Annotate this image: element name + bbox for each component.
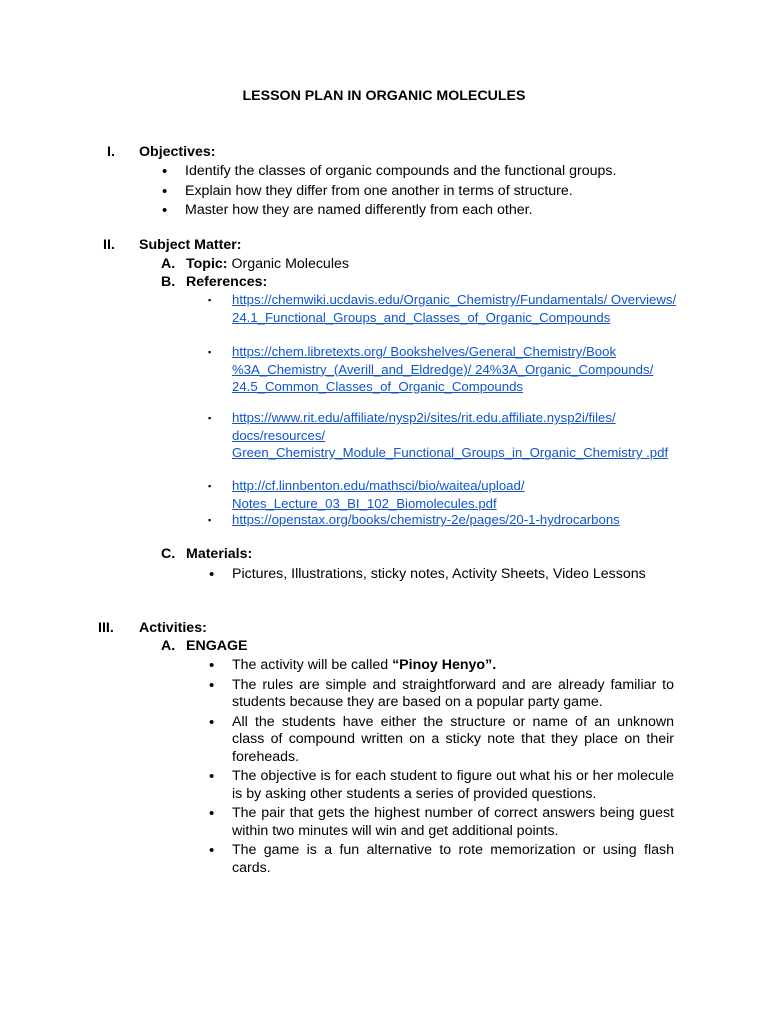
materials-label: Materials:: [186, 546, 253, 562]
reference-item: [232, 292, 682, 344]
references-list: [232, 292, 682, 530]
engage-item: • The objective is for each student to figure out what his or her molecule is by asking other students a series of provided questions.: [232, 768, 674, 803]
objective-item: • Identify the classes of organic compounds and the functional groups.: [185, 163, 685, 181]
objectives-numeral: I.: [107, 144, 115, 160]
engage-item: • The game is a fun alternative to rote memorization or using flash cards.: [232, 842, 674, 877]
reference-link[interactable]: https://chemwiki.ucdavis.edu/Organic_Chemistry/Fundamentals/ Overviews/ 24.1_Functional_Groups_and_Classes_of_Organic_Compounds: [232, 292, 677, 325]
engage-item: • The pair that gets the highest number of correct answers being guest within two minutes will win and get additional points.: [232, 805, 674, 840]
subject-matter-heading: Subject Matter:: [139, 237, 242, 253]
activity-name: “Pinoy Henyo”.: [392, 657, 497, 673]
reference-item: [232, 410, 682, 478]
engage-label: ENGAGE: [186, 638, 248, 654]
materials-list: [232, 566, 674, 584]
page-title: LESSON PLAN IN ORGANIC MOLECULES: [242, 88, 526, 104]
objective-item: • Master how they are named differently from each other.: [185, 202, 685, 220]
objective-item: • Explain how they differ from one another in terms of structure.: [185, 183, 685, 201]
engage-line: [161, 638, 248, 656]
reference-link[interactable]: https://chem.libretexts.org/ Bookshelves/General_Chemistry/Book %3A_Chemistry_(Averill_and_Eldredge)/ 24%3A_Organic_Compounds/ 24.5_Common_Classes_of_Organic_Compounds: [232, 344, 654, 394]
reference-item: [232, 512, 682, 530]
materials-item: • Pictures, Illustrations, sticky notes, Activity Sheets, Video Lessons: [232, 566, 674, 584]
reference-link[interactable]: https://openstax.org/books/chemistry-2e/pages/20-1-hydrocarbons: [232, 512, 620, 527]
subject-matter-numeral: II.: [103, 237, 115, 253]
activities-numeral: III.: [98, 620, 114, 636]
references-label: References:: [186, 274, 268, 290]
engage-item: • All the students have either the structure or name of an unknown class of compound written on a sticky note that they place on their foreheads.: [232, 714, 674, 767]
topic-letter: A.: [161, 256, 176, 272]
engage-list: [232, 657, 674, 877]
reference-item: [232, 478, 682, 512]
engage-item: • The rules are simple and straightforward and are already familiar to students because they are based on a popular party game.: [232, 677, 674, 712]
reference-link[interactable]: http://cf.linnbenton.edu/mathsci/bio/waitea/upload/ Notes_Lecture_03_BI_102_Biomolecules.pdf: [232, 478, 525, 511]
activities-heading: Activities:: [139, 620, 207, 636]
topic-value: Organic Molecules: [231, 256, 349, 272]
references-letter: B.: [161, 274, 176, 290]
engage-letter: A.: [161, 638, 176, 654]
objectives-list: [185, 163, 685, 220]
topic-label: Topic:: [186, 256, 228, 272]
reference-item: [232, 344, 682, 410]
topic-line: [161, 256, 349, 274]
engage-item-text: The activity will be called: [232, 657, 393, 673]
materials-letter: C.: [161, 546, 176, 562]
references-line: [161, 274, 267, 292]
reference-link[interactable]: https://www.rit.edu/affiliate/nysp2i/sites/rit.edu.affiliate.nysp2i/files/ docs/resources/ Green_Chemistry_Module_Functional_Groups_in_Organic_Chemistry .pdf: [232, 410, 669, 460]
materials-line: [161, 546, 252, 564]
engage-item: [232, 657, 674, 675]
objectives-heading: Objectives:: [139, 144, 216, 160]
